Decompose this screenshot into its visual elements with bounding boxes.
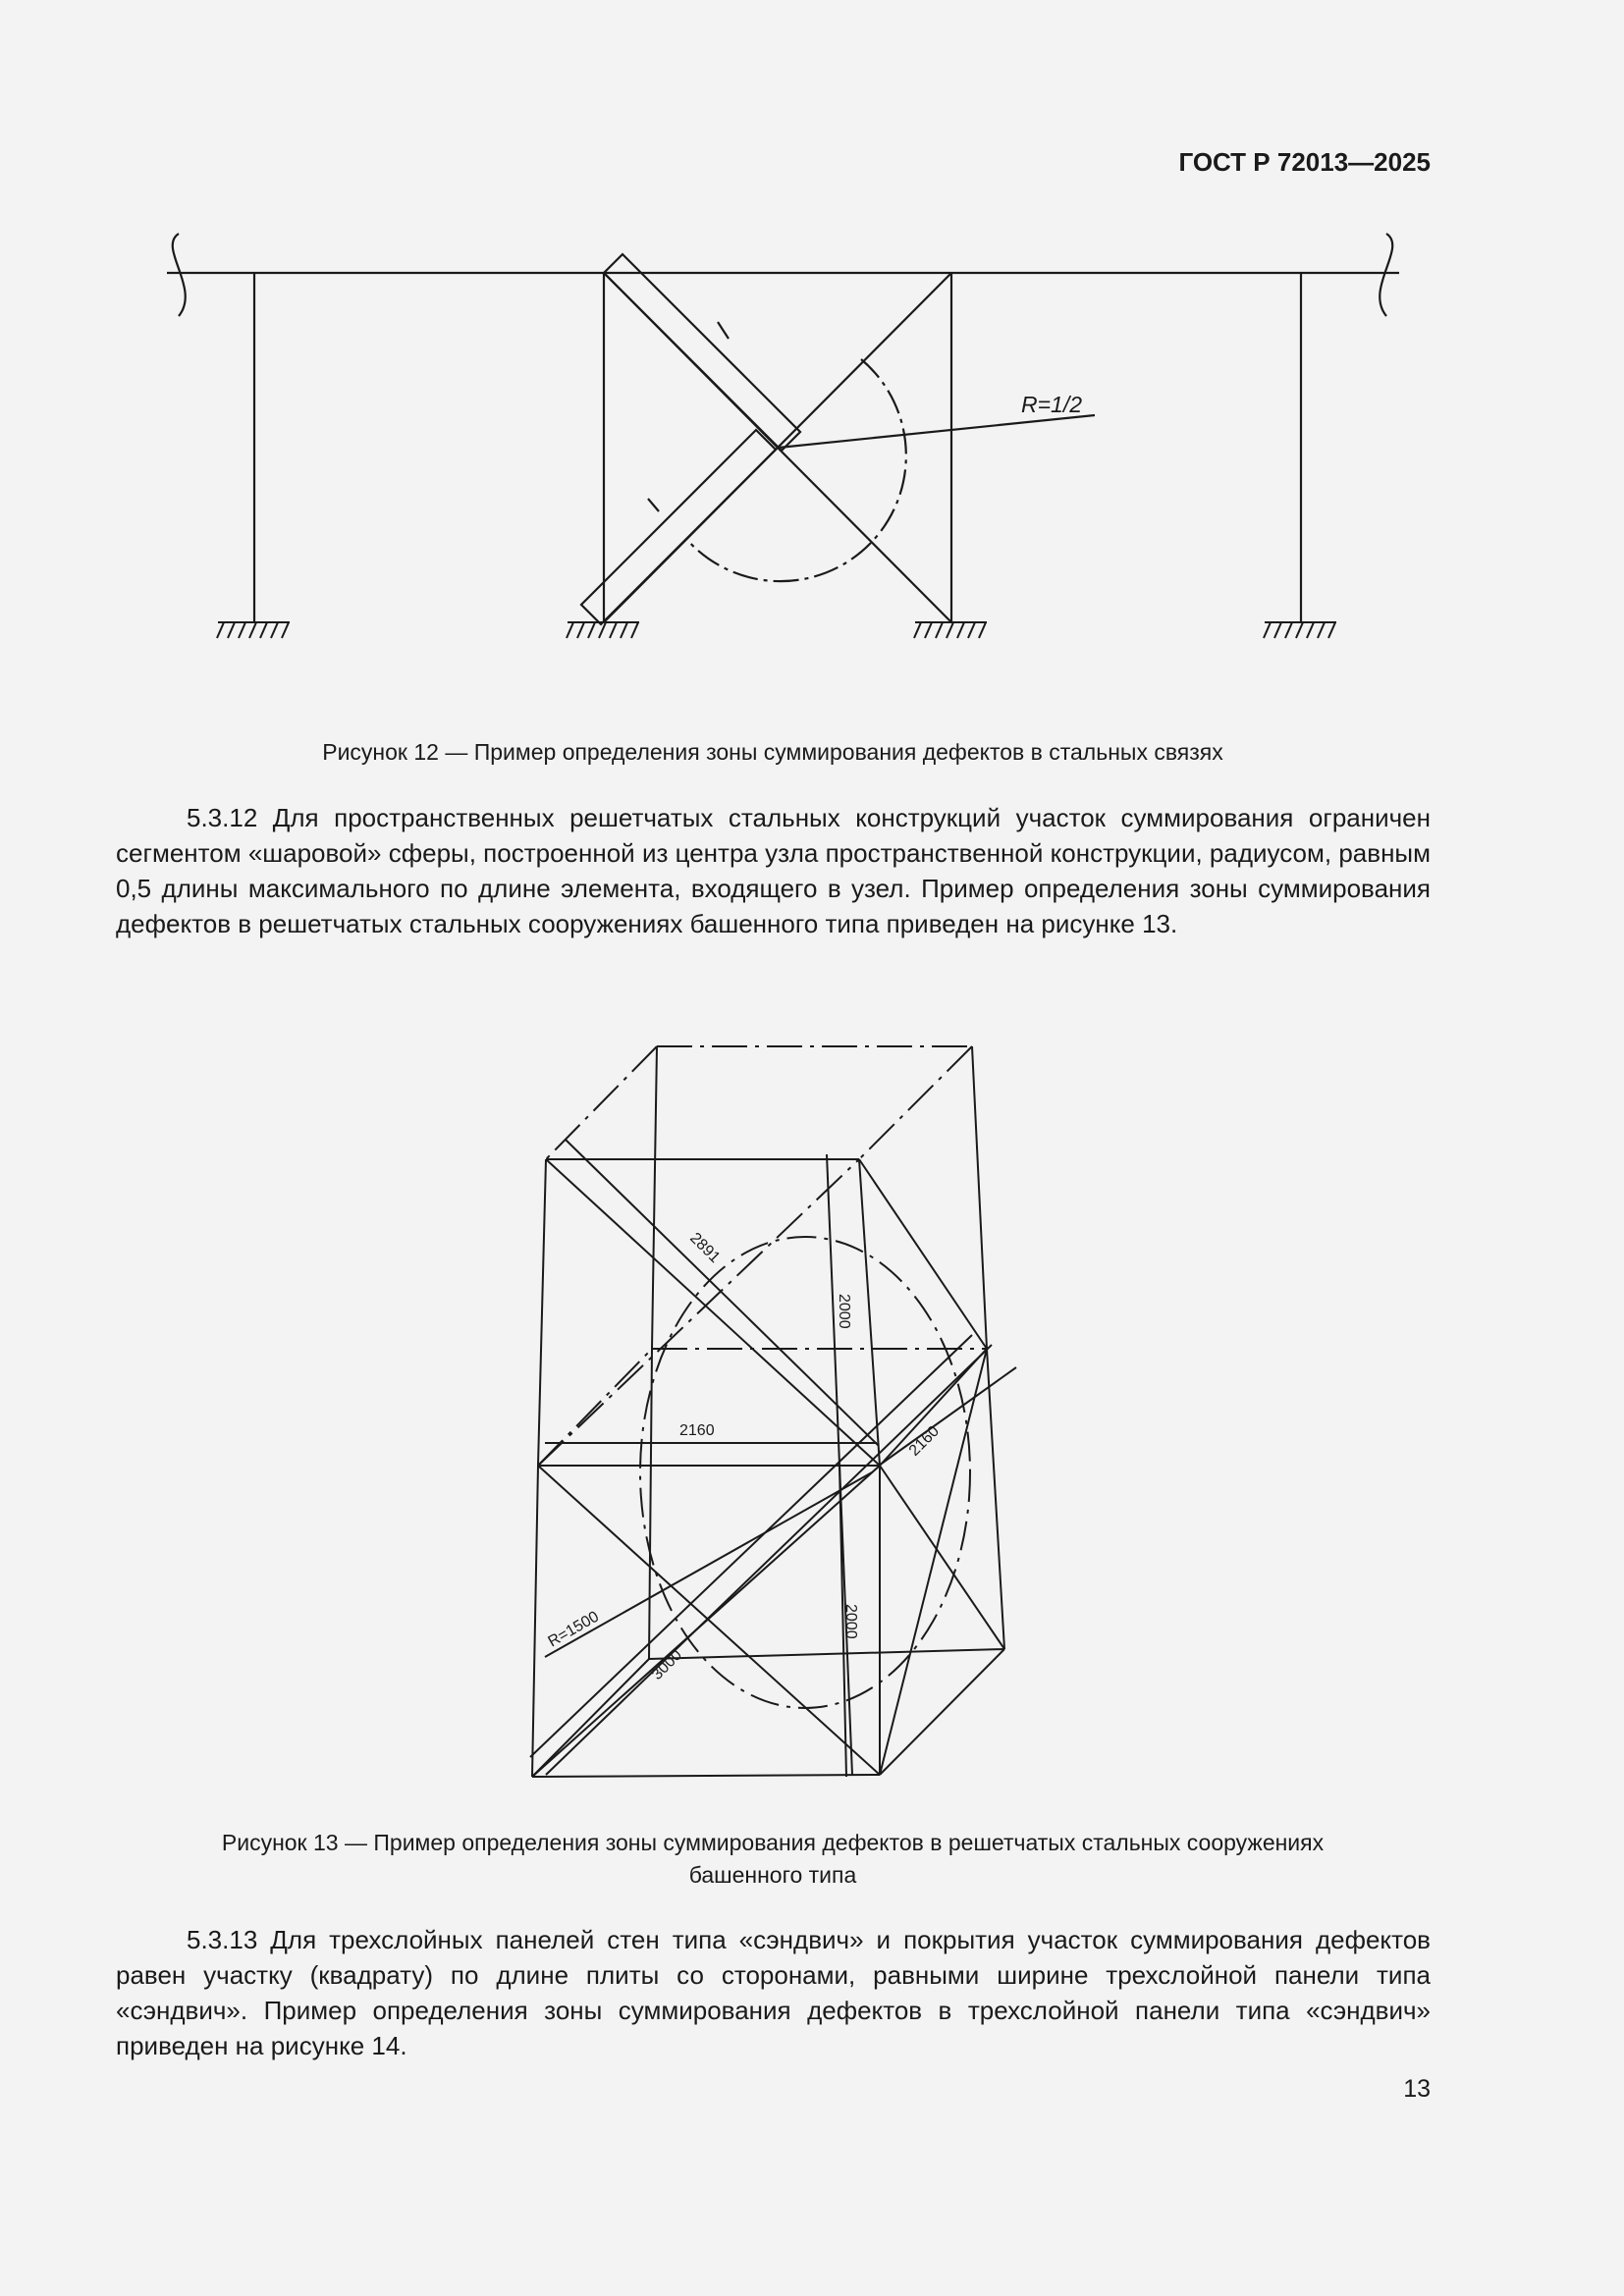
- foundation-4: [1264, 622, 1336, 638]
- paragraph-5-3-12: 5.3.12 Для пространственных решетчатых стальных конструкций участок суммирования ограничен сегментом «шаровой» сферы, построенной из центра узла пространственной конструкции, радиусом, равным 0,5 длины максимального по длине элемента, входящего в узел. Пример определения зоны суммирования дефектов в решетчатых стальных сооружениях башенного типа приведен на рисунке 13.: [116, 803, 1431, 938]
- dimension-2160-width: 2160: [679, 1422, 715, 1439]
- dimension-3000: 3000: [648, 1646, 685, 1683]
- figure-13-caption: [157, 1827, 1388, 1892]
- foundation-1: [217, 622, 290, 638]
- member-length-label-bottom: l: [664, 520, 665, 521]
- foundation-3: [914, 622, 987, 638]
- figure-13-caption-line-2: башенного типа: [688, 1862, 857, 1888]
- paragraph-5-3-13: 5.3.13 Для трехслойных панелей стен типа «сэндвич» и покрытия участок суммирования дефектов равен участку (квадрату) по длине плиты со сторонами, равными ширине трехслойной панели типа «сэндвич». Пример определения зоны суммирования дефектов в трехслойной панели типа «сэндвич» приведен на рисунке 14.: [116, 1925, 1431, 2060]
- dimension-r1500: R=1500: [545, 1608, 602, 1651]
- dimension-2160-depth: 2160: [905, 1422, 943, 1460]
- document-header: ГОСТ Р 72013—2025: [1178, 147, 1431, 177]
- figure-12-drawing: [0, 0, 1624, 687]
- figure-12-caption: Рисунок 12 — Пример определения зоны суммирования дефектов в стальных связях: [322, 739, 1223, 765]
- page-number: 13: [1403, 2075, 1431, 2103]
- radius-label: R=1/2: [1021, 392, 1083, 417]
- dimension-2000-bottom: 2000: [842, 1604, 859, 1639]
- member-length-label-top: l: [734, 349, 735, 350]
- dimension-2000-top: 2000: [836, 1294, 852, 1329]
- figure-13-drawing: [0, 1021, 1624, 1806]
- figure-13-caption-line-1: Рисунок 13 — Пример определения зоны суммирования дефектов в решетчатых стальных сооружениях: [221, 1830, 1325, 1855]
- foundation-2: [567, 622, 639, 638]
- dimension-2891: 2891: [686, 1229, 724, 1266]
